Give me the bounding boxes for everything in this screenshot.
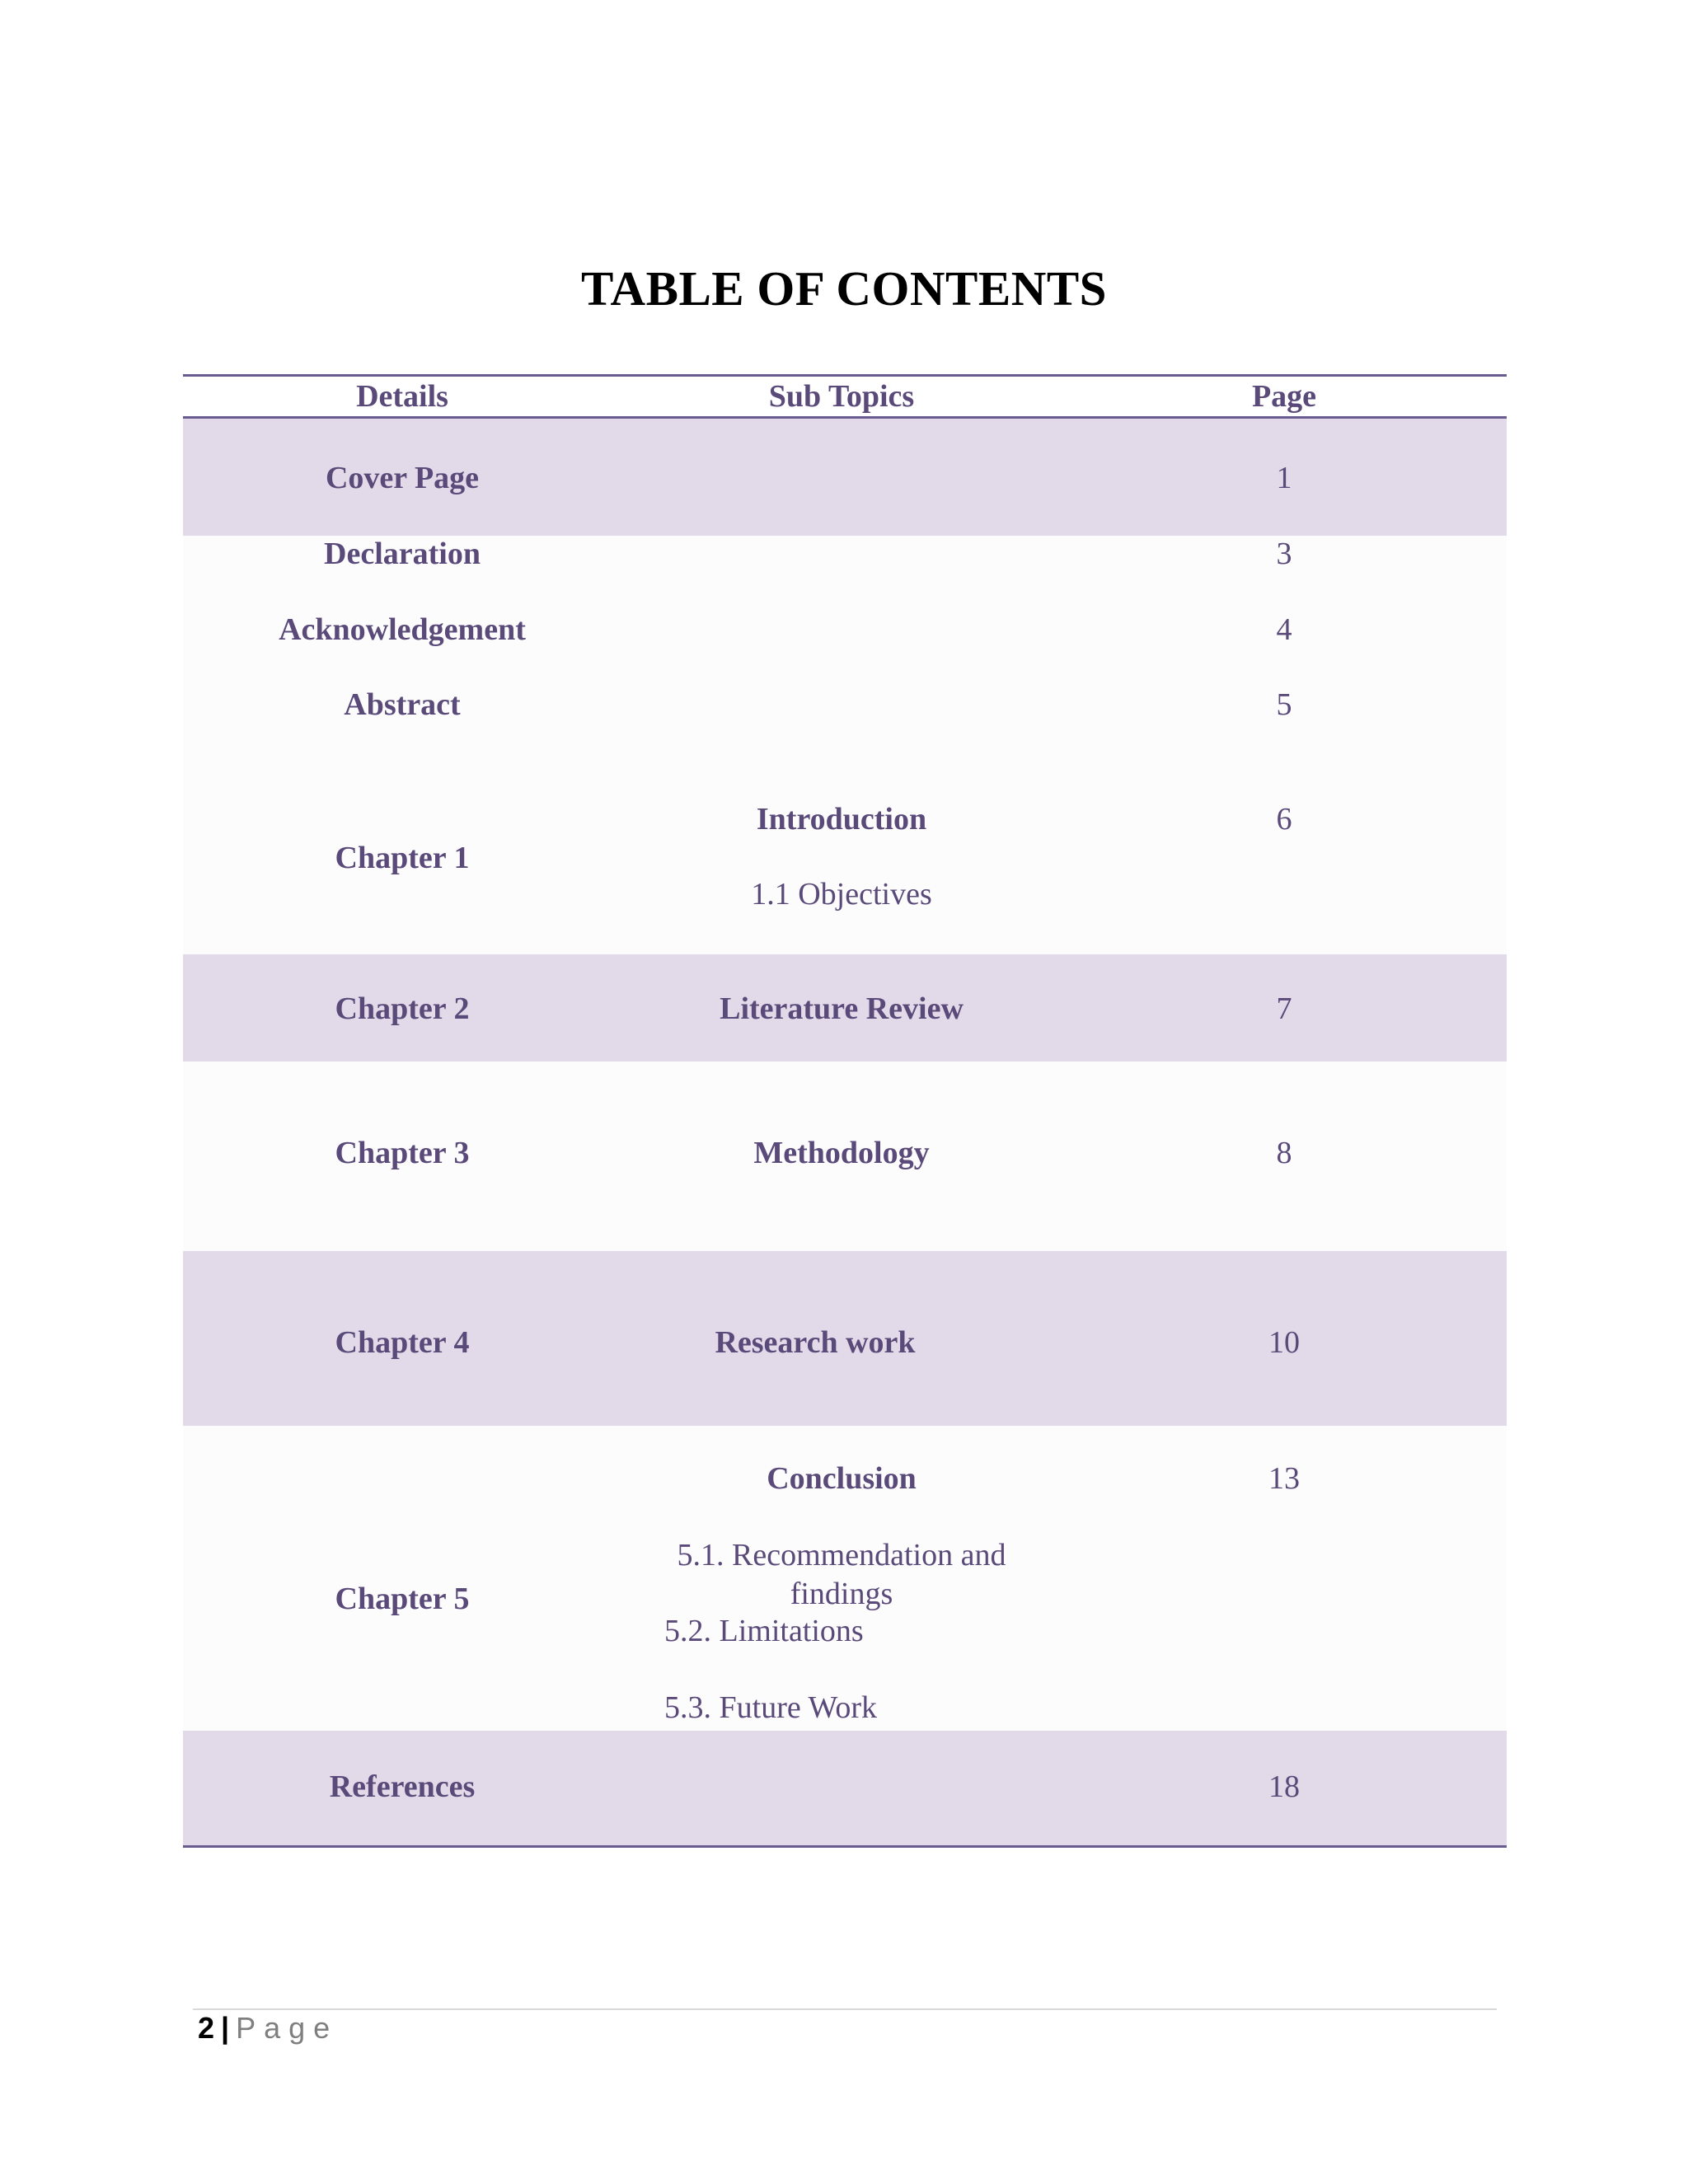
row-page: 13 (1268, 1461, 1300, 1496)
row-topic: Research work (715, 1325, 916, 1360)
row-details: Abstract (344, 687, 461, 722)
table-row-chapter-5 (183, 1426, 1507, 1731)
row-page: 3 (1276, 537, 1292, 571)
row-details: Chapter 3 (335, 1136, 470, 1170)
row-details: Chapter 1 (335, 841, 470, 875)
page-number: 2 (198, 2011, 215, 2045)
row-page: 7 (1276, 991, 1292, 1026)
row-details: References (329, 1769, 476, 1804)
table-bottom-rule (183, 1845, 1507, 1848)
row-page: 1 (1276, 461, 1292, 495)
row-page: 4 (1276, 612, 1292, 647)
row-page: 5 (1276, 687, 1292, 722)
table-of-contents (183, 374, 1507, 1848)
row-subtopic: 5.1. Recommendation and (677, 1538, 1006, 1572)
table-row-chapter-4 (183, 1251, 1507, 1426)
row-details: Declaration (324, 537, 481, 571)
row-details: Chapter 4 (335, 1325, 470, 1360)
footer-rule (193, 2008, 1497, 2010)
page-footer (198, 2011, 338, 2046)
footer-page-label: Page (236, 2011, 339, 2045)
row-topic: Introduction (756, 802, 927, 837)
table-row-front-matter (183, 536, 1507, 954)
header-sub-topics: Sub Topics (768, 379, 915, 414)
row-subtopic: findings (790, 1577, 893, 1611)
table-row-references (183, 1731, 1507, 1845)
row-page: 18 (1268, 1769, 1300, 1804)
row-subtopic: 1.1 Objectives (751, 877, 932, 912)
page-title: TABLE OF CONTENTS (581, 261, 1107, 316)
row-topic: Conclusion (767, 1461, 917, 1496)
row-details: Chapter 5 (335, 1582, 470, 1616)
row-details: Chapter 2 (335, 991, 470, 1026)
row-topic: Methodology (753, 1136, 930, 1170)
table-row-chapter-2 (183, 954, 1507, 1062)
table-row-chapter-3 (183, 1062, 1507, 1251)
row-subtopic: 5.3. Future Work (664, 1690, 878, 1725)
header-page: Page (1251, 379, 1317, 414)
row-page: 6 (1276, 802, 1292, 837)
row-details: Cover Page (325, 461, 480, 495)
table-row-cover-page (183, 419, 1507, 536)
footer-separator: | (221, 2011, 230, 2045)
row-details: Acknowledgement (279, 612, 526, 647)
table-header-row (183, 377, 1507, 419)
row-page: 10 (1268, 1325, 1300, 1360)
header-details: Details (356, 379, 448, 414)
row-subtopic: 5.2. Limitations (664, 1614, 864, 1648)
row-page: 8 (1276, 1136, 1292, 1170)
row-topic: Literature Review (720, 991, 964, 1026)
